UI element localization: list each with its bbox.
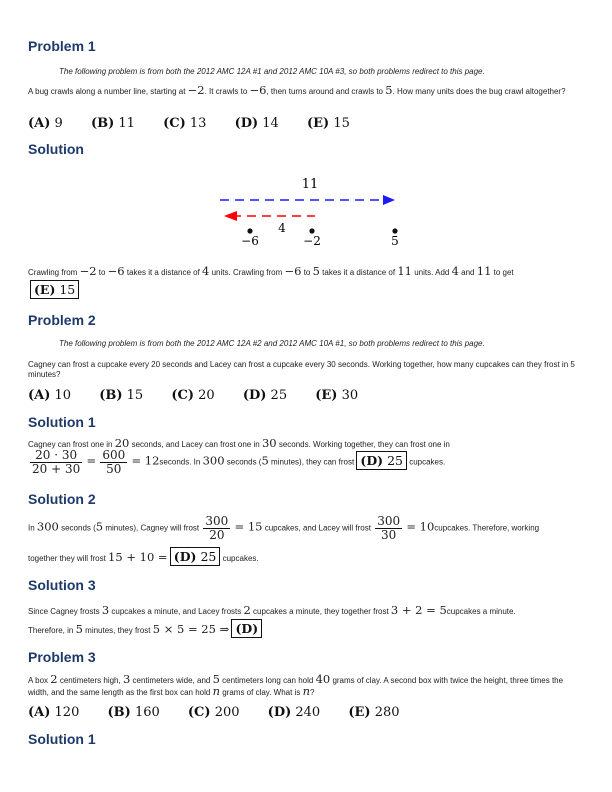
solution-3-answer-box: (D)	[231, 619, 262, 638]
solution-1-line-1: Cagney can frost one in 20 seconds, and Lacey can frost one in 30 seconds. Working together, they can frost one in	[28, 436, 450, 450]
problem-2-solution-1-title: Solution 1	[28, 414, 96, 430]
fraction-600-over-50: $\frac{600}{50}$	[102, 448, 126, 476]
choice-b: (B) 11	[90, 116, 135, 131]
choice-b: (B) 160	[107, 705, 160, 720]
problem-2-solution-2-title: Solution 2	[28, 491, 96, 507]
solution-3-line-1: Since Cagney frosts 3 cupcakes a minute, and Lacey frosts 2 cupcakes a minute, they together frost 3 + 2 = 5cupcakes a minute.	[28, 603, 516, 617]
problem-2-note: The following problem is from both the 2012 AMC 12A #2 and 2012 AMC 10A #1, so both problems redirect to this page.	[59, 339, 485, 348]
choice-b: (B) 15	[99, 388, 144, 403]
blue-arrowhead	[383, 195, 395, 205]
problem-3-choices	[28, 705, 424, 720]
problem-2-question: Cagney can frost a cupcake every 20 seconds and Lacey can frost a cupcake every 30 seconds. Working together, how many cupcakes can they frost in 5 minutes?	[28, 360, 575, 379]
point-5-dot	[392, 228, 397, 233]
problem-1-choices	[28, 116, 374, 131]
choice-d: (D) 25	[242, 388, 288, 403]
problem-2-title: Problem 2	[28, 312, 96, 328]
solution-1-answer-box: (D) 25	[356, 451, 407, 470]
red-arrowhead	[224, 211, 237, 221]
number-line-diagram	[210, 172, 400, 252]
solution-2-line-1: In 300 seconds (5 minutes), Cagney will frost $\frac{300}{20}$ = 15 cupcakes, and Lacey will frost $\frac{300}{30}$ = 10cupcakes. Therefore, working	[28, 514, 540, 542]
tick-5: 5	[391, 234, 399, 248]
problem-1-question: A bug crawls along a number line, starting at −2. It crawls to −6, then turns around and crawls to 5. How many units does the bug crawl altogether?	[28, 83, 566, 97]
point-minus-6	[247, 228, 252, 233]
choice-c: (C) 200	[187, 705, 240, 720]
problem-1-title: Problem 1	[28, 38, 96, 54]
problem-1-note: The following problem is from both the 2012 AMC 12A #1 and 2012 AMC 10A #3, so both problems redirect to this page.	[59, 67, 485, 76]
choice-d: (D) 14	[234, 116, 279, 131]
tick-minus-6: −6	[241, 234, 259, 248]
problem-2-solution-3-title: Solution 3	[28, 577, 96, 593]
solution-2-line-2: together they will frost 15 + 10 = (D) 25 cupcakes.	[28, 549, 259, 564]
problem-3-question: A box 2 centimeters high, 3 centimeters wide, and 5 centimeters long can hold 40 grams of clay. A second box with twice the height, three times the width, and the same length as the first box can hold n grams of clay. What is n?	[28, 672, 564, 698]
problem-3-title: Problem 3	[28, 649, 96, 665]
point-minus-2	[309, 228, 314, 233]
choice-e: (E) 30	[315, 388, 359, 403]
tick-minus-2: −2	[303, 234, 321, 248]
solution-2-answer-box: (D) 25	[170, 547, 221, 566]
fraction-300-over-30: $\frac{300}{30}$	[377, 514, 401, 542]
choice-d: (D) 240	[267, 705, 321, 720]
number-line-point-5	[386, 225, 406, 249]
fraction-product-over-sum: $\frac{20 \cdot 30}{20 + 30}$	[32, 448, 81, 476]
choice-a: (A) 10	[28, 388, 72, 403]
choice-e: (E) 15	[306, 116, 350, 131]
problem-2-choices	[28, 388, 382, 403]
choice-e: (E) 280	[348, 705, 400, 720]
choice-c: (C) 20	[171, 388, 215, 403]
choice-a: (A) 120	[28, 705, 80, 720]
solution-3-line-2: Therefore, in 5 minutes, they frost 5 × 5 = 25 ⇒ (D)	[28, 619, 262, 638]
problem-1-answer-box: (E) 15	[30, 280, 79, 299]
solution-1-line-2: $\frac{20 \cdot 30}{20 + 30}$ = $\frac{600}{50}$ = 12seconds. In 300 seconds (5 minutes), they can frost (D) 25 cupcakes.	[32, 448, 446, 476]
choice-a: (A) 9	[28, 116, 63, 131]
problem-3-solution-1-title: Solution 1	[28, 731, 96, 747]
diagram-label-11: 11	[301, 177, 319, 192]
fraction-300-over-20: $\frac{300}{20}$	[205, 514, 229, 542]
diagram-label-4: 4	[278, 221, 286, 235]
problem-1-solution-text: Crawling from −2 to −6 takes it a distance of 4 units. Crawling from −6 to 5 takes it a distance of 11 units. Add 4 and 11 to get	[28, 264, 514, 278]
choice-c: (C) 13	[163, 116, 207, 131]
problem-1-solution-title: Solution	[28, 141, 84, 157]
